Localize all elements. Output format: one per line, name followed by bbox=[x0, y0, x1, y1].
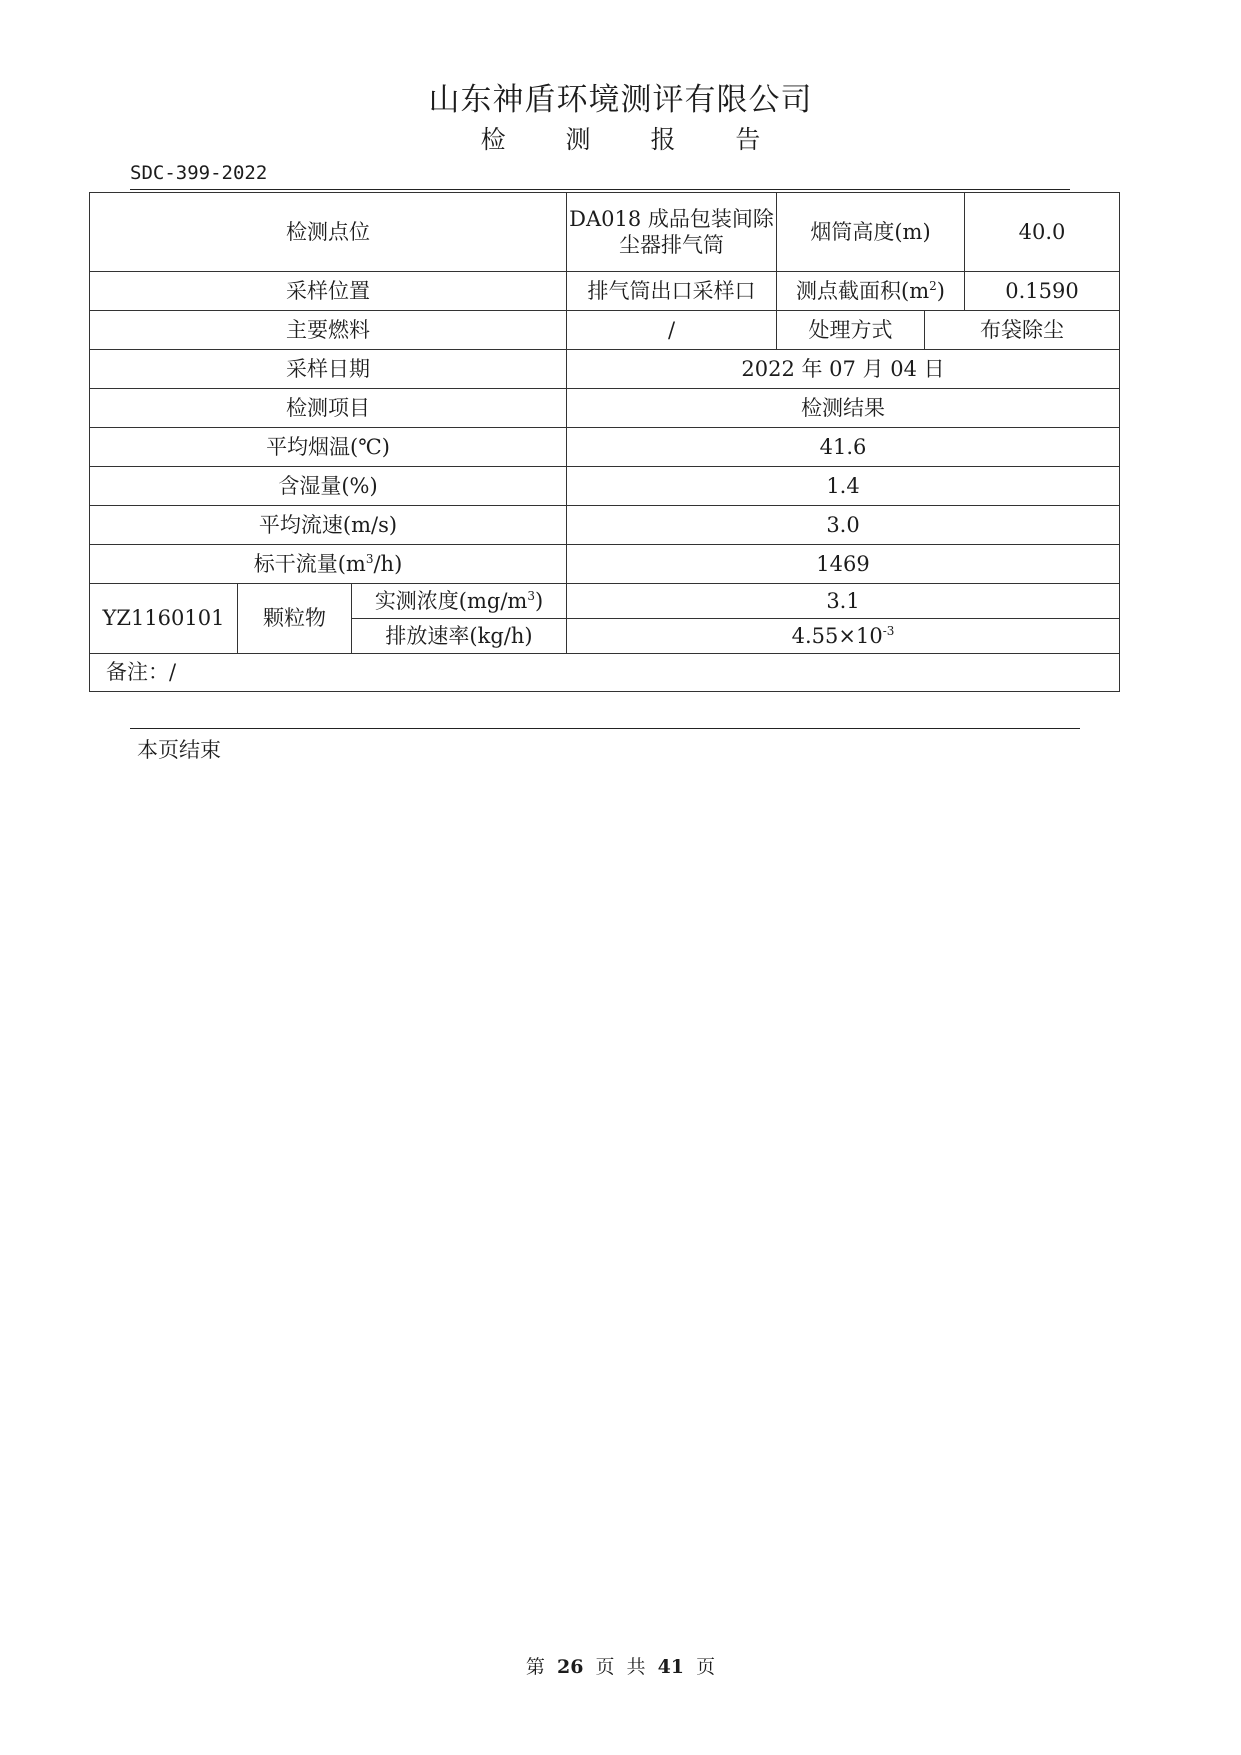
table-row bbox=[90, 654, 1120, 692]
table-row bbox=[90, 428, 1120, 467]
concentration-value: 3.1 bbox=[567, 584, 1120, 619]
row-value: 2022 年 07 月 04 日 bbox=[567, 350, 1120, 389]
row-value: / bbox=[567, 311, 777, 350]
row-label: 平均烟温(℃) bbox=[90, 428, 567, 467]
header-rule bbox=[130, 189, 1070, 190]
row-value: 3.0 bbox=[567, 506, 1120, 545]
row-label: 主要燃料 bbox=[90, 311, 567, 350]
company-name: 山东神盾环境测评有限公司 bbox=[428, 82, 813, 118]
report-code: SDC-399-2022 bbox=[130, 162, 268, 184]
table-row bbox=[90, 311, 1120, 350]
sample-id: YZ1160101 bbox=[90, 584, 238, 654]
table-row bbox=[90, 389, 1120, 428]
row-label: 标干流量$(m^3/h)$ bbox=[90, 545, 567, 584]
row-label-secondary: 处理方式 bbox=[777, 311, 925, 350]
footer-prefix: 第 bbox=[525, 1656, 545, 1678]
footer-mid: 页 共 bbox=[595, 1656, 646, 1678]
emission-rate-label: 排放速率(kg/h) bbox=[352, 619, 567, 654]
page-number: 26 bbox=[556, 1656, 584, 1678]
table-row bbox=[90, 467, 1120, 506]
table-row bbox=[90, 584, 1120, 619]
table-row bbox=[90, 193, 1120, 272]
row-label-secondary: 烟筒高度(m) bbox=[777, 193, 965, 272]
row-label: 平均流速(m/s) bbox=[90, 506, 567, 545]
row-value: 1469 bbox=[567, 545, 1120, 584]
row-label: 采样日期 bbox=[90, 350, 567, 389]
row-label: 检测项目 bbox=[90, 389, 567, 428]
concentration-label: 实测浓度$(mg/m^3)$ bbox=[352, 584, 567, 619]
page-footer bbox=[0, 1652, 1241, 1679]
table-row bbox=[90, 545, 1120, 584]
emission-rate-value: $4.55\times 10^{-3}$ bbox=[567, 619, 1120, 654]
measurement-table bbox=[89, 192, 1120, 692]
pollutant-name: 颗粒物 bbox=[238, 584, 352, 654]
table-row bbox=[90, 506, 1120, 545]
row-value-secondary: 40.0 bbox=[965, 193, 1120, 272]
report-title: 检 测 报 告 bbox=[480, 125, 787, 154]
table-row bbox=[90, 350, 1120, 389]
row-value: 41.6 bbox=[567, 428, 1120, 467]
row-value-secondary: 0.1590 bbox=[965, 272, 1120, 311]
row-label: 采样位置 bbox=[90, 272, 567, 311]
page-end-note: 本页结束 bbox=[137, 738, 221, 762]
row-value-secondary: 布袋除尘 bbox=[925, 311, 1120, 350]
row-label-secondary: 测点截面积$(m^2)$ bbox=[777, 272, 965, 311]
row-value: 1.4 bbox=[567, 467, 1120, 506]
footer-suffix: 页 bbox=[696, 1656, 716, 1678]
row-label: 含湿量(%) bbox=[90, 467, 567, 506]
remark: 备注：/ bbox=[90, 654, 1120, 692]
table-row bbox=[90, 272, 1120, 311]
row-value: 检测结果 bbox=[567, 389, 1120, 428]
row-value: 排气筒出口采样口 bbox=[567, 272, 777, 311]
row-label: 检测点位 bbox=[90, 193, 567, 272]
total-pages: 41 bbox=[657, 1656, 685, 1678]
row-value: DA018 成品包装间除尘器排气筒 bbox=[567, 193, 777, 272]
end-rule bbox=[130, 728, 1080, 729]
